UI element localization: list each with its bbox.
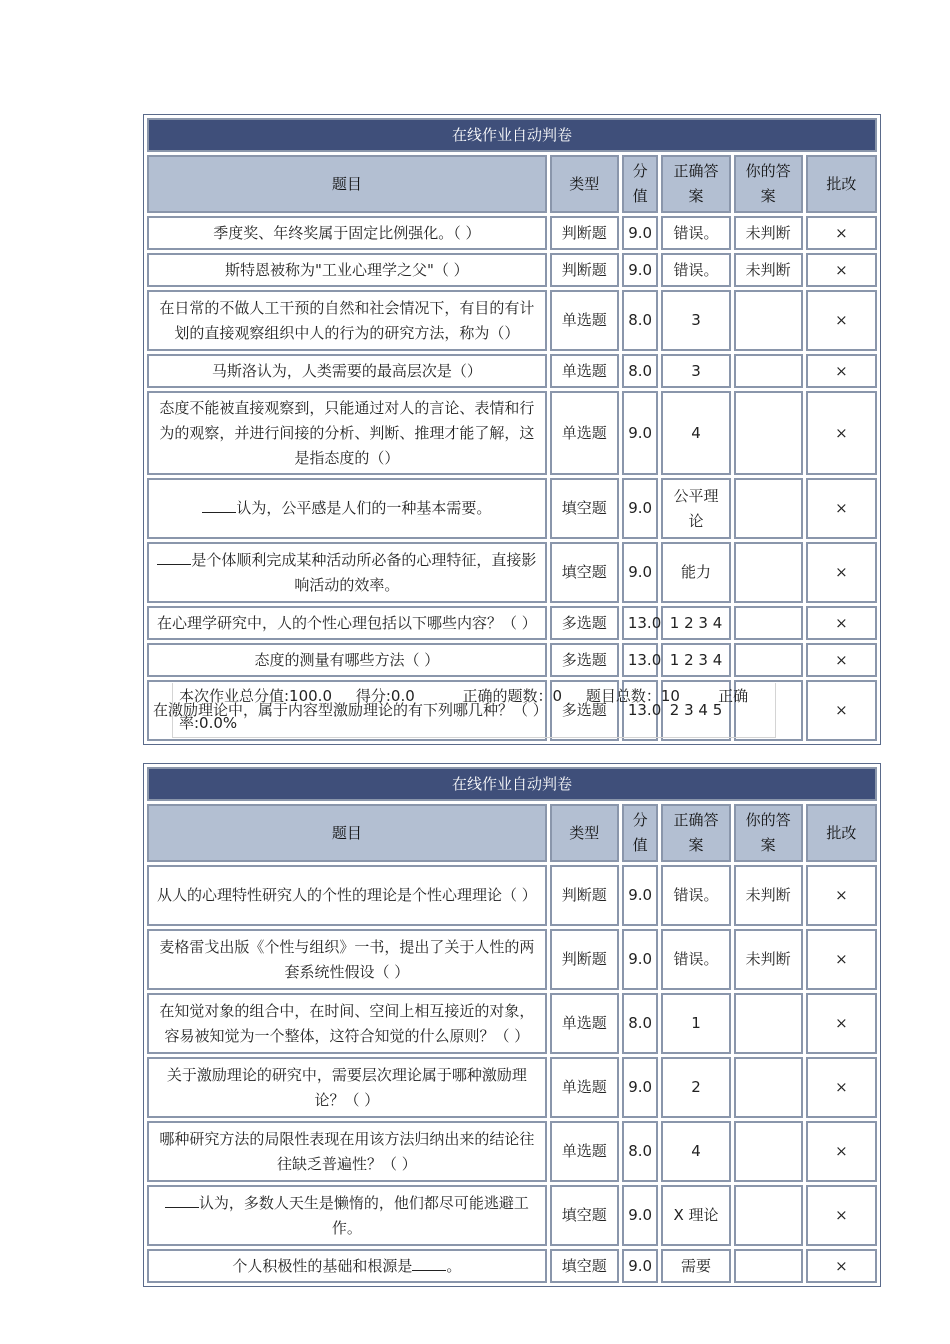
question-cell bbox=[147, 643, 547, 677]
your-answer-cell bbox=[734, 290, 803, 351]
your-answer-cell bbox=[734, 1249, 803, 1283]
table-title: 在线作业自动判卷 bbox=[147, 118, 877, 152]
grading-table bbox=[143, 114, 881, 745]
type-cell: 单选题 bbox=[550, 1057, 619, 1118]
correct-answer-cell: 3 bbox=[661, 354, 730, 388]
your-answer-cell bbox=[734, 606, 803, 640]
your-answer-cell: 未判断 bbox=[734, 865, 803, 926]
type-cell: 填空题 bbox=[550, 542, 619, 603]
score-cell: 9.0 bbox=[622, 216, 659, 250]
table-row bbox=[147, 1121, 877, 1182]
summary-rate: 正确率:0.0% bbox=[179, 687, 749, 732]
summary-correct-count: 正确的题数：0 bbox=[462, 687, 562, 705]
correct-answer-cell: X 理论 bbox=[661, 1185, 730, 1246]
your-answer-cell bbox=[734, 1057, 803, 1118]
question-text: 关于激励理论的研究中，需要层次理论属于哪种激励理论？（ ） bbox=[166, 1065, 527, 1109]
fill-blank bbox=[165, 1192, 199, 1208]
table-row bbox=[147, 290, 877, 351]
score-cell: 9.0 bbox=[622, 1185, 659, 1246]
header-score: 分值 bbox=[622, 155, 659, 213]
correct-answer-cell: 2 3 4 5 bbox=[661, 680, 730, 741]
grading-table-1 bbox=[143, 114, 881, 745]
table-row bbox=[147, 643, 877, 677]
correct-answer-cell: 4 bbox=[661, 1121, 730, 1182]
fill-blank bbox=[157, 549, 191, 565]
your-answer-cell bbox=[734, 391, 803, 475]
score-cell: 9.0 bbox=[622, 929, 659, 990]
summary-score: 得分:0.0 bbox=[355, 687, 415, 705]
your-answer-cell bbox=[734, 643, 803, 677]
grade-mark-cell: × bbox=[806, 643, 877, 677]
grade-mark-cell: × bbox=[806, 216, 877, 250]
header-type: 类型 bbox=[550, 155, 619, 213]
score-cell: 9.0 bbox=[622, 865, 659, 926]
question-tail: 。 bbox=[446, 1256, 462, 1275]
correct-answer-cell: 2 bbox=[661, 1057, 730, 1118]
table-row bbox=[147, 391, 877, 475]
table-row bbox=[147, 1057, 877, 1118]
your-answer-cell bbox=[734, 1121, 803, 1182]
correct-answer-cell: 1 2 3 4 bbox=[661, 643, 730, 677]
type-cell: 单选题 bbox=[550, 354, 619, 388]
question-cell bbox=[147, 1057, 547, 1118]
grade-mark-cell: × bbox=[806, 865, 877, 926]
type-cell: 单选题 bbox=[550, 290, 619, 351]
header-grade: 批改 bbox=[806, 804, 877, 862]
fill-blank bbox=[412, 1255, 446, 1271]
header-row bbox=[147, 804, 877, 862]
question-text: 季度奖、年终奖属于固定比例强化。（ ） bbox=[213, 223, 481, 242]
type-cell: 判断题 bbox=[550, 216, 619, 250]
correct-answer-cell: 公平理论 bbox=[661, 478, 730, 539]
correct-answer-cell: 1 2 3 4 bbox=[661, 606, 730, 640]
type-cell: 单选题 bbox=[550, 391, 619, 475]
score-cell: 9.0 bbox=[622, 391, 659, 475]
question-cell bbox=[147, 253, 547, 287]
header-correct-answer: 正确答案 bbox=[661, 804, 730, 862]
grade-mark-cell: × bbox=[806, 354, 877, 388]
header-your-answer: 你的答案 bbox=[734, 804, 803, 862]
header-question: 题目 bbox=[147, 804, 547, 862]
your-answer-cell bbox=[734, 478, 803, 539]
title-row bbox=[147, 118, 877, 152]
correct-answer-cell: 能力 bbox=[661, 542, 730, 603]
score-cell: 9.0 bbox=[622, 478, 659, 539]
question-text: 态度的测量有哪些方法（ ） bbox=[254, 650, 440, 669]
type-cell: 填空题 bbox=[550, 1185, 619, 1246]
header-score: 分值 bbox=[622, 804, 659, 862]
table-row bbox=[147, 216, 877, 250]
header-question: 题目 bbox=[147, 155, 547, 213]
score-cell: 13.0 bbox=[622, 643, 659, 677]
your-answer-cell bbox=[734, 1185, 803, 1246]
question-cell bbox=[147, 865, 547, 926]
question-text: 斯特恩被称为"工业心理学之父"（ ） bbox=[225, 260, 469, 279]
grade-mark-cell: × bbox=[806, 1185, 877, 1246]
correct-answer-cell: 4 bbox=[661, 391, 730, 475]
type-cell: 判断题 bbox=[550, 253, 619, 287]
your-answer-cell bbox=[734, 354, 803, 388]
grade-mark-cell: × bbox=[806, 606, 877, 640]
type-cell: 填空题 bbox=[550, 1249, 619, 1283]
your-answer-cell: 未判断 bbox=[734, 253, 803, 287]
your-answer-cell bbox=[734, 542, 803, 603]
type-cell: 判断题 bbox=[550, 865, 619, 926]
type-cell: 多选题 bbox=[550, 680, 619, 741]
correct-answer-cell: 3 bbox=[661, 290, 730, 351]
grade-mark-cell: × bbox=[806, 680, 877, 741]
grade-mark-cell: × bbox=[806, 1121, 877, 1182]
table-row bbox=[147, 865, 877, 926]
summary-box bbox=[172, 683, 776, 738]
type-cell: 多选题 bbox=[550, 606, 619, 640]
type-cell: 判断题 bbox=[550, 929, 619, 990]
your-answer-cell: 未判断 bbox=[734, 216, 803, 250]
score-cell: 8.0 bbox=[622, 993, 659, 1054]
grading-table-2 bbox=[143, 763, 881, 1287]
your-answer-cell bbox=[734, 993, 803, 1054]
question-text: 个人积极性的基础和根源是 bbox=[232, 1256, 413, 1275]
question-text: 是个体顺利完成某种活动所必备的心理特征，直接影响活动的效率。 bbox=[191, 550, 537, 594]
correct-answer-cell: 需要 bbox=[661, 1249, 730, 1283]
question-cell bbox=[147, 391, 547, 475]
grade-mark-cell: × bbox=[806, 478, 877, 539]
score-cell: 9.0 bbox=[622, 1249, 659, 1283]
grade-mark-cell: × bbox=[806, 1249, 877, 1283]
type-cell: 单选题 bbox=[550, 1121, 619, 1182]
question-cell bbox=[147, 354, 547, 388]
type-cell: 填空题 bbox=[550, 478, 619, 539]
score-cell: 13.0 bbox=[622, 606, 659, 640]
question-text: 从人的心理特性研究人的个性的理论是个性心理理论（ ） bbox=[156, 886, 537, 904]
question-cell bbox=[147, 1121, 547, 1182]
header-grade: 批改 bbox=[806, 155, 877, 213]
question-text: 在日常的不做人工干预的自然和社会情况下，有目的有计划的直接观察组织中人的行为的研究方法，称为（） bbox=[159, 298, 535, 342]
question-text: 认为，多数人天生是懒惰的，他们都尽可能逃避工作。 bbox=[198, 1193, 529, 1237]
table-row bbox=[147, 1249, 877, 1283]
grade-mark-cell: × bbox=[806, 290, 877, 351]
type-cell: 多选题 bbox=[550, 643, 619, 677]
table-row bbox=[147, 993, 877, 1054]
question-cell bbox=[147, 993, 547, 1054]
score-cell: 9.0 bbox=[622, 542, 659, 603]
question-cell bbox=[147, 606, 547, 640]
score-cell: 8.0 bbox=[622, 1121, 659, 1182]
title-row bbox=[147, 767, 877, 801]
question-text: 在心理学研究中，人的个性心理包括以下哪些内容？（ ） bbox=[156, 613, 537, 632]
question-cell bbox=[147, 929, 547, 990]
score-cell: 9.0 bbox=[622, 253, 659, 287]
question-text: 在激励理论中，属于内容型激励理论的有下列哪几种？（ ） bbox=[153, 701, 548, 719]
table-row bbox=[147, 253, 877, 287]
correct-answer-cell: 错误。 bbox=[661, 253, 730, 287]
correct-answer-cell: 1 bbox=[661, 993, 730, 1054]
score-cell: 8.0 bbox=[622, 290, 659, 351]
question-cell bbox=[147, 1249, 547, 1283]
question-text: 麦格雷戈出版《个性与组织》一书，提出了关于人性的两套系统性假设（ ） bbox=[159, 937, 535, 981]
score-cell: 8.0 bbox=[622, 354, 659, 388]
question-text: 在知觉对象的组合中，在时间、空间上相互接近的对象，容易被知觉为一个整体，这符合知觉的什么原则？（ ） bbox=[159, 1001, 535, 1045]
question-text: 态度不能被直接观察到，只能通过对人的言论、表情和行为的观察，并进行间接的分析、判断、推理才能了解，这是指态度的（） bbox=[159, 398, 535, 467]
type-cell: 单选题 bbox=[550, 993, 619, 1054]
question-cell bbox=[147, 216, 547, 250]
your-answer-cell: 未判断 bbox=[734, 929, 803, 990]
table-row bbox=[147, 478, 877, 539]
question-cell bbox=[147, 542, 547, 603]
grade-mark-cell: × bbox=[806, 929, 877, 990]
header-correct-answer: 正确答案 bbox=[661, 155, 730, 213]
summary-total-count: 题目总数：10 bbox=[585, 687, 680, 705]
correct-answer-cell: 错误。 bbox=[661, 216, 730, 250]
score-cell: 13.0 bbox=[622, 680, 659, 741]
header-type: 类型 bbox=[550, 804, 619, 862]
question-text: 认为，公平感是人们的一种基本需要。 bbox=[236, 499, 492, 517]
fill-blank bbox=[202, 497, 236, 513]
grade-mark-cell: × bbox=[806, 391, 877, 475]
score-cell: 9.0 bbox=[622, 1057, 659, 1118]
grading-table bbox=[143, 763, 881, 1287]
grade-mark-cell: × bbox=[806, 1057, 877, 1118]
table-title: 在线作业自动判卷 bbox=[147, 767, 877, 801]
table-row bbox=[147, 606, 877, 640]
correct-answer-cell: 错误。 bbox=[661, 865, 730, 926]
question-cell bbox=[147, 290, 547, 351]
question-text: 哪种研究方法的局限性表现在用该方法归纳出来的结论往往缺乏普遍性？（ ） bbox=[159, 1129, 535, 1173]
grade-mark-cell: × bbox=[806, 993, 877, 1054]
question-cell bbox=[147, 1185, 547, 1246]
correct-answer-cell: 错误。 bbox=[661, 929, 730, 990]
summary-total: 本次作业总分值:100.0 bbox=[179, 687, 332, 705]
question-cell bbox=[147, 478, 547, 539]
table-row bbox=[147, 1185, 877, 1246]
table-row bbox=[147, 542, 877, 603]
table-row bbox=[147, 354, 877, 388]
table-row bbox=[147, 929, 877, 990]
question-text: 马斯洛认为，人类需要的最高层次是（） bbox=[211, 361, 482, 380]
header-your-answer: 你的答案 bbox=[734, 155, 803, 213]
grade-mark-cell: × bbox=[806, 253, 877, 287]
header-row bbox=[147, 155, 877, 213]
grade-mark-cell: × bbox=[806, 542, 877, 603]
